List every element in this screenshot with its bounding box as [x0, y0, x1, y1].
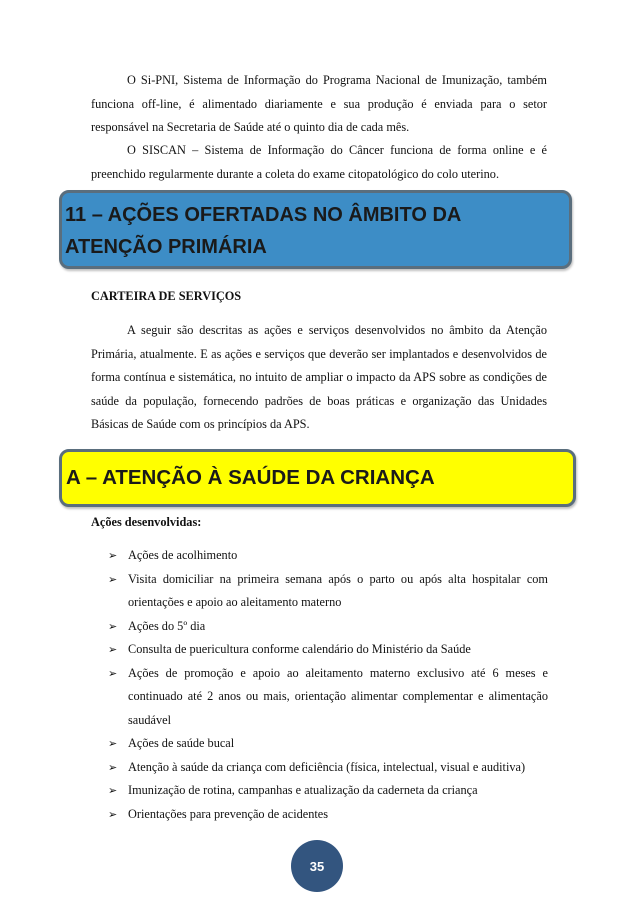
list-item [108, 779, 548, 803]
intro-paragraph-siscan-text: O SISCAN – Sistema de Informação do Câncer funciona de forma online e é preenchido regularmente durante a coleta do exame citopatológico do colo uterino. [91, 143, 547, 181]
list-item-text: Atenção à saúde da criança com deficiência (física, intelectual, visual e auditiva) [128, 759, 526, 774]
list-item [108, 544, 548, 568]
acoes-list [108, 544, 548, 826]
acoes-heading: Ações desenvolvidas: [91, 515, 202, 529]
section-11-title-line2: ATENÇÃO PRIMÁRIA [65, 236, 267, 258]
section-11-title-line1: 11 – AÇÕES OFERTADAS NO ÂMBITO DA [65, 204, 462, 226]
arrowhead-bullet-icon: ➢ [108, 549, 118, 562]
arrowhead-bullet-icon: ➢ [108, 760, 118, 774]
list-item-text: Visita domiciliar na primeira semana após o parto ou após alta hospitalar com orientações e apoio ao aleitamento materno [128, 571, 548, 609]
list-item-text: Ações de saúde bucal [128, 736, 235, 750]
intro-paragraph-sipni [91, 69, 547, 140]
intro-paragraph-siscan [91, 139, 547, 186]
list-item [108, 732, 548, 756]
arrowhead-bullet-icon: ➢ [108, 737, 118, 750]
list-item-text: Ações de acolhimento [128, 548, 238, 562]
section-11-heading-box [59, 190, 572, 269]
list-item [108, 615, 548, 639]
list-item [108, 756, 548, 780]
arrowhead-bullet-icon: ➢ [108, 572, 118, 586]
list-item-text: Consulta de puericultura conforme calendário do Ministério da Saúde [128, 642, 471, 656]
section-a-title: A – ATENÇÃO À SAÚDE DA CRIANÇA [66, 466, 435, 489]
carteira-heading: CARTEIRA DE SERVIÇOS [91, 289, 242, 303]
arrowhead-bullet-icon: ➢ [108, 807, 118, 821]
carteira-paragraph [91, 319, 547, 437]
carteira-paragraph-text: A seguir são descritas as ações e serviços desenvolvidos no âmbito da Atenção Primária, atualmente. E as ações e serviços que deverão ser implantados e desenvolvidos de forma contínua e sistemática, no intuito de ampliar o impacto da APS sobre as condições de saúde da população, fornecendo padrões de boas práticas e organização das Unidades Básicas de Saúde com os princípios da APS. [91, 323, 547, 431]
arrowhead-bullet-icon: ➢ [108, 643, 118, 656]
section-a-heading-box [59, 449, 576, 507]
arrowhead-bullet-icon: ➢ [108, 784, 118, 797]
list-item-text: Orientações para prevenção de acidentes [128, 806, 329, 821]
list-item-text: Ações de promoção e apoio ao aleitamento materno exclusivo até 6 meses e continuado até 2 anos ou mais, orientação alimentar complementar e alimentação saudável [128, 665, 548, 727]
list-item [108, 803, 548, 827]
intro-paragraph-sipni-text: O Si-PNI, Sistema de Informação do Programa Nacional de Imunização, também funciona off-line, é alimentado diariamente e sua produção é enviada para o setor responsável na Secretaria de Saúde até o quinto dia de cada mês. [91, 73, 547, 134]
page-number-badge [291, 840, 343, 892]
list-item-text: Imunização de rotina, campanhas e atualização da caderneta da criança [128, 783, 478, 797]
list-item [108, 638, 548, 662]
list-item-text: Ações do 5º dia [128, 618, 206, 633]
list-item [108, 568, 548, 615]
arrowhead-bullet-icon: ➢ [108, 619, 118, 633]
list-item [108, 662, 548, 733]
page-number: 35 [309, 858, 325, 874]
arrowhead-bullet-icon: ➢ [108, 666, 118, 680]
